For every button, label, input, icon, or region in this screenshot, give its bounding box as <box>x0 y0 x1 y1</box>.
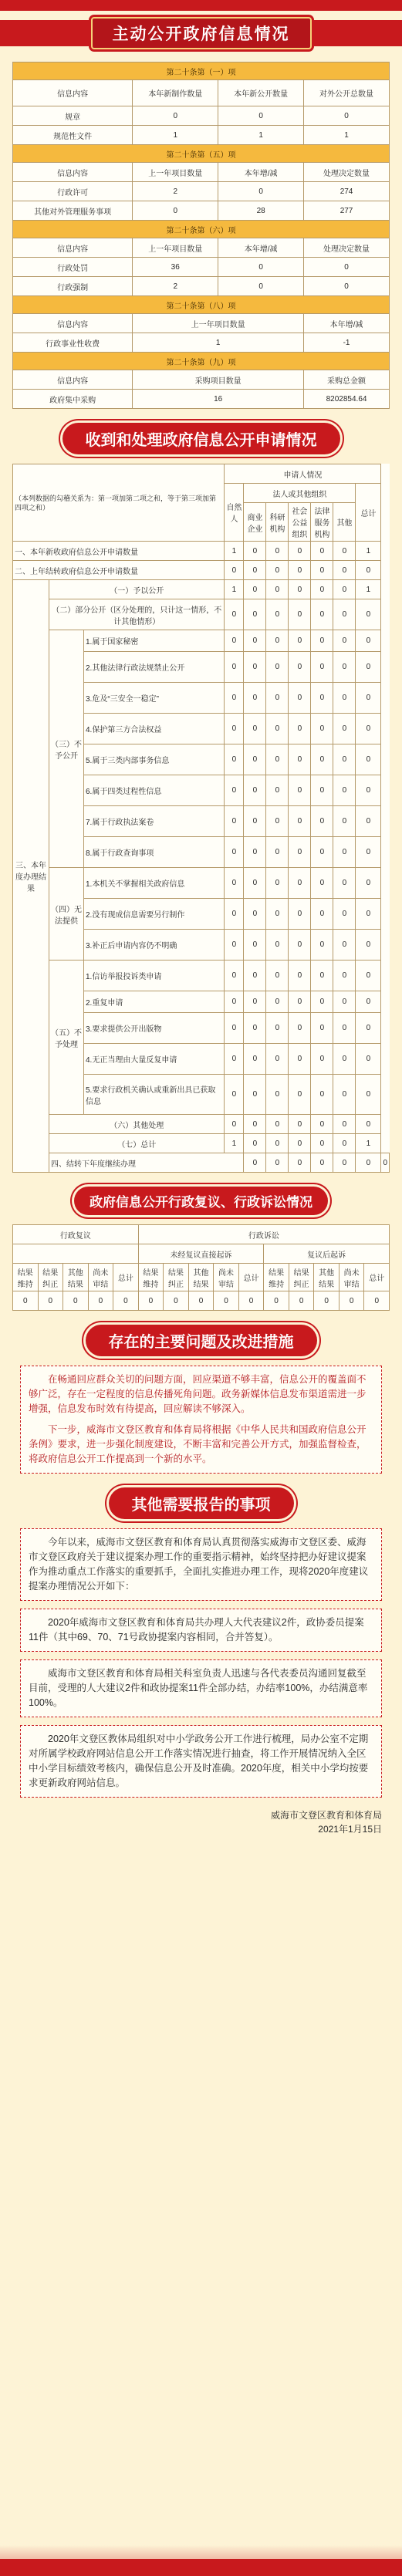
section-5-heading <box>0 1487 402 1519</box>
problems-box <box>20 1366 382 1474</box>
group-head: 第二十条第（一）项 <box>13 62 390 80</box>
problems-paragraph-2: 下一步，威海市文登区教育和体育局将根据《中华人民共和国政府信息公开条例》要求，进一步强化制度建设，不断丰富和完善公开方式，加强监督检查，将政府信息公开工作提高到一个新的水平。 <box>29 1424 367 1464</box>
other-box-4 <box>20 1725 382 1798</box>
table-row: 5.属于三类内部事务信息 0 0 0 0 0 0 0 <box>13 744 390 775</box>
table-row: 其他对外管理服务事项 0 28 277 <box>13 201 390 221</box>
table-row: 5.要求行政机关确认或重新出具已获取信息 0 0 0 0 0 0 0 <box>13 1075 390 1115</box>
table-row: （七）总计 1 0 0 0 0 0 1 <box>13 1134 390 1153</box>
table-row: 行政许可 2 0 274 <box>13 182 390 201</box>
table-row: 二、上年结转政府信息公开申请数量 0 0 0 0 0 0 0 <box>13 561 390 580</box>
section-3-heading <box>0 1187 402 1215</box>
section-1-banner <box>0 15 402 51</box>
table-row: 2.没有现成信息需要另行制作 0 0 0 0 0 0 0 <box>13 899 390 930</box>
table-row: 三、本年度办理结果 （一）予以公开 1 0 0 0 0 0 1 <box>13 580 390 599</box>
application-table: （本列数据的勾稽关系为：第一项加第二项之和，等于第三项加第四项之和） 申请人情况 自然人 法人或其他组织 总计 商业企业 科研机构 社会公益组织 法律服务机构 其他 一、本年新收政府信息公开申请数量 1 0 0 0 0 0 1 二、上年结转政府信息公开申请数量 0 0 0 0 0 0 0 三、本年度办理结果 （一）予以公开 1 0 0 0 0 0 1 （二）部分公开（区分处理的，只计这一情形，不计其他情形） 0 0 0 0 0 0 0 （三）不予公开 1.属于国家秘密 0 0 0 0 0 0 0 2.其他法律行政法规禁止公开 0 0 0 0 0 0 0 3.危及“三安全一稳定” 0 0 0 0 0 0 0 4.保护第三方合法权益 0 0 0 0 0 0 0 5.属于三类内部事务信息 0 0 0 0 0 0 0 6.属于四类过程性信息 0 0 0 0 0 0 0 7.属于行政执法案卷 0 0 0 0 0 0 0 8.属于行政查询事项 0 0 0 0 0 0 0 （四）无法提供 1.本机关不掌握相关政府信息 0 0 0 0 0 0 0 2.没有现成信息需要另行制作 0 0 0 0 0 0 0 3.补正后申请内容仍不明确 0 0 0 0 0 0 0 （五）不予处理 1.信访举报投诉类申请 0 0 0 0 0 0 0 2.重复申请 0 0 0 0 0 0 0 3.要求提供公开出版物 0 0 0 0 0 0 0 4.无正当理由大量反复申请 0 0 0 0 0 0 0 5.要求行政机关确认或重新出具已获取信息 0 0 0 0 0 0 0 （六）其他处理 0 0 0 0 0 0 0 （七）总计 1 0 0 0 0 0 1 四、结转下年度继续办理 0 0 0 0 0 0 0 <box>12 464 390 1173</box>
table-row: 政府集中采购 16 8202854.64 <box>13 390 390 409</box>
group-head: 第二十条第（五）项 <box>13 145 390 163</box>
other-paragraph-4: 2020年文登区教体局组织对中小学政务公开工作进行梳理，局办公室不定期对所属学校政府网站信息公开工作落实情况进行抽查，将工作开展情况纳入全区中小学目标绩效考核内，确保信息公开及时准确。2020年度，相关中小学均按要求更新政府网站信息。 <box>29 1734 369 1788</box>
other-paragraph-1: 今年以来，威海市文登区教育和体育局认真贯彻落实威海市文登区委、威海市文登区政府关于建议提案办理工作的重要指示精神，始终坚持把办好建议提案作为推动重点工作落实的重要抓手，全面扎实推进办理工作，现将2020年度建议提案办理情况公开如下： <box>29 1537 369 1592</box>
other-box-3 <box>20 1659 382 1717</box>
table-row: 4.无正当理由大量反复申请 0 0 0 0 0 0 0 <box>13 1044 390 1075</box>
table-row: 4.保护第三方合法权益 0 0 0 0 0 0 0 <box>13 714 390 744</box>
table-row: 6.属于四类过程性信息 0 0 0 0 0 0 0 <box>13 775 390 806</box>
section-4-title: 存在的主要问题及改进措施 <box>86 1325 317 1356</box>
table-row: 四、结转下年度继续办理 0 0 0 0 0 0 0 <box>13 1153 390 1173</box>
other-paragraph-2: 2020年威海市文登区教育和体育局共办理人大代表建议2件，政协委员提案11件（其中69、70、71号政协提案内容相同，合并答复）。 <box>29 1617 364 1642</box>
problems-paragraph-1: 在畅通回应群众关切的问题方面，回应渠道不够丰富，信息公开的覆盖面不够广泛，存在一定程度的信息传播死角问题。政务新媒体信息发布渠道需进一步增强，信息发布时效有待提高，回应解读不够深入。 <box>29 1374 367 1414</box>
other-box-2 <box>20 1609 382 1652</box>
section-4-heading <box>0 1325 402 1356</box>
table-row: 一、本年新收政府信息公开申请数量 1 0 0 0 0 0 1 <box>13 542 390 561</box>
table-row: 行政处罚 36 0 0 <box>13 258 390 277</box>
table-row: 2.其他法律行政法规禁止公开 0 0 0 0 0 0 0 <box>13 652 390 683</box>
table-row: （五）不予处理 1.信访举报投诉类申请 0 0 0 0 0 0 0 <box>13 961 390 991</box>
table-row: 行政事业性收费 1 -1 <box>13 333 390 353</box>
bottom-wave <box>0 2545 402 2559</box>
other-box-1 <box>20 1528 382 1601</box>
table-art20-1: 第二十条第（一）项 信息内容 本年新制作数量 本年新公开数量 对外公开总数量 规章 0 0 0 规范性文件 1 1 1 第二十条第（五）项 信息内容 上一年项目数量 本年增/减 处理决定数量 行政许可 2 0 274 其他对外管理服务事项 0 28 277 第二十条第（六）项 信息内容 上一年项目数量 本年增/减 处理决定数量 行政处罚 36 0 0 行政强制 2 0 0 第二十条第（八）项 信息内容 上一年项目数量 本年增/减 行政事业性收费 1 -1 第二十条第（九）项 信息内容 采购项目数量 采购总金额 政府集中采购 16 8202854.64 <box>12 62 390 409</box>
table-row: （六）其他处理 0 0 0 0 0 0 0 <box>13 1115 390 1134</box>
section-1-title: 主动公开政府信息情况 <box>91 17 312 49</box>
section-3-title: 政府信息公开行政复议、行政诉讼情况 <box>74 1187 328 1215</box>
review-litigation-table-wrap <box>12 1224 390 1311</box>
section-2-title: 收到和处理政府信息公开申请情况 <box>62 423 340 454</box>
review-litigation-table: 行政复议 行政诉讼 未经复议直接起诉 复议后起诉 结果维持 结果纠正 其他结果 尚未审结 总计 结果维持 结果纠正 其他结果 尚未审结 总计 结果维持 结果纠正 其他结果 尚未审结 总计 0 0 0 0 0 0 0 0 0 0 0 0 0 0 0 <box>12 1224 390 1311</box>
table-row: 3.危及“三安全一稳定” 0 0 0 0 0 0 0 <box>13 683 390 714</box>
table-row: 7.属于行政执法案卷 0 0 0 0 0 0 0 <box>13 806 390 837</box>
top-bar <box>0 0 402 11</box>
table-row: （二）部分公开（区分处理的，只计这一情形，不计其他情形） 0 0 0 0 0 0 0 <box>13 599 390 630</box>
table-row: （四）无法提供 1.本机关不掌握相关政府信息 0 0 0 0 0 0 0 <box>13 868 390 899</box>
table-row: 2.重复申请 0 0 0 0 0 0 0 <box>13 991 390 1013</box>
group-head: 第二十条第（六）项 <box>13 221 390 238</box>
table-row: 规范性文件 1 1 1 <box>13 126 390 145</box>
table-row: 0 0 0 0 0 0 0 0 0 0 0 0 0 0 0 <box>13 1291 390 1311</box>
signature-org: 威海市文登区教育和体育局 <box>270 1810 382 1821</box>
section-2-heading <box>0 423 402 454</box>
table-corner-note: （本列数据的勾稽关系为：第一项加第二项之和，等于第三项加第四项之和） <box>13 464 225 542</box>
table-row: 8.属于行政查询事项 0 0 0 0 0 0 0 <box>13 837 390 868</box>
table-row: 规章 0 0 0 <box>13 106 390 126</box>
signature-date: 2021年1月15日 <box>318 1824 382 1835</box>
signature <box>0 1808 382 1836</box>
group-head: 第二十条第（九）项 <box>13 353 390 370</box>
table-row: 3.要求提供公开出版物 0 0 0 0 0 0 0 <box>13 1013 390 1044</box>
table-row: 3.补正后申请内容仍不明确 0 0 0 0 0 0 0 <box>13 930 390 961</box>
application-table-wrap <box>12 464 390 1173</box>
other-paragraph-3: 威海市文登区教育和体育局相关科室负责人迅速与各代表委员沟通回复截至目前，受理的人大建议2件和政协提案11件全部办结，办结率100%，办结满意率100%。 <box>29 1668 368 1708</box>
table-row: （三）不予公开 1.属于国家秘密 0 0 0 0 0 0 0 <box>13 630 390 652</box>
table-row: 行政强制 2 0 0 <box>13 277 390 296</box>
bottom-bar <box>0 2559 402 2576</box>
active-disclosure-tables <box>12 62 390 409</box>
group-head: 第二十条第（八）项 <box>13 296 390 314</box>
section-5-title: 其他需要报告的事项 <box>109 1487 294 1519</box>
